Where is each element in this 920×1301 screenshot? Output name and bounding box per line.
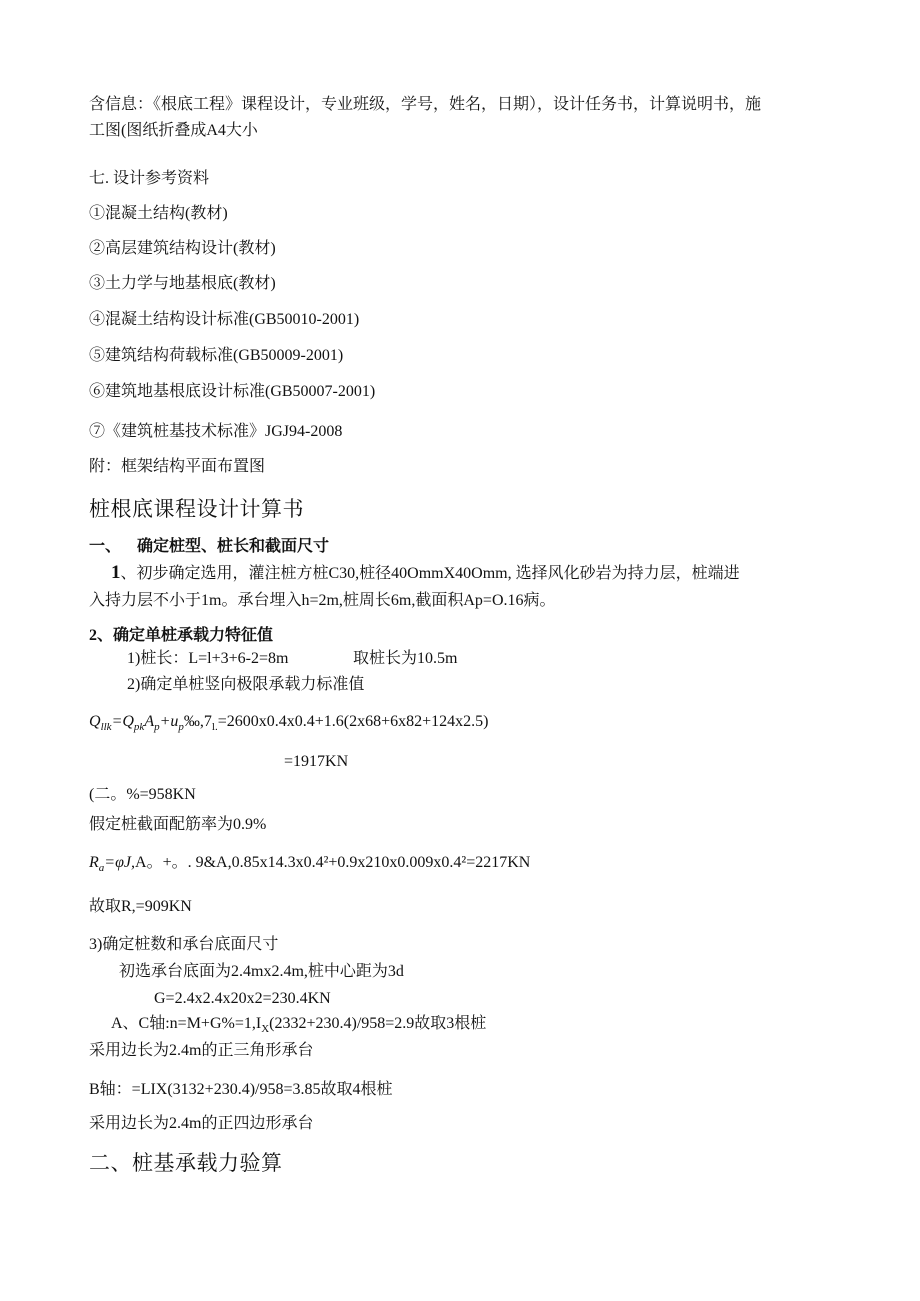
calc-title: 桩根底课程设计计算书 (89, 497, 304, 521)
intro-line-1: 含信息：《根底工程》课程设计，专业班级，学号，姓名，日期），设计任务书，计算说明书，施 (89, 96, 762, 113)
equation-result: =1917KN (284, 753, 349, 770)
section-2-sub-2: 2)确定单桩竖向极限承载力标准值 (127, 676, 365, 693)
section-2-heading: 2、确定单桩承载力特征值 (89, 627, 274, 644)
equation-2: (二。%=958KN (89, 786, 196, 803)
section-1-title: 确定桩型、桩长和截面尺寸 (137, 538, 330, 555)
triangle-cap-note: 采用边长为2.4m的正三角形承台 (89, 1042, 314, 1059)
reference-item: ⑥建筑地基根底设计标准(GB50007-2001) (89, 383, 376, 400)
paragraph-1-line-1 (111, 561, 740, 586)
section-1-number: 一、 (89, 538, 122, 555)
reference-item: ③土力学与地基根底(教材) (89, 275, 276, 292)
section-2-sub-3: 3)确定桩数和承台底面尺寸 (89, 936, 279, 953)
cap-weight-line: G=2.4x2.4x20x2=230.4KN (154, 990, 331, 1007)
section-bearing-check-title: 二、桩基承载力验算 (89, 1151, 283, 1175)
references-heading: 七. 设计参考资料 (89, 170, 210, 187)
reference-item: ④混凝土结构设计标准(GB50010-2001) (89, 311, 360, 328)
pile-length-choice: 取桩长为10.5m (353, 650, 458, 667)
equation-ra: $R_a=\varphi J,A$。+。. 9&A,0.85x14.3x0.4²+0.9x210x0.009x0.4²=2217KN (89, 854, 531, 875)
intro-line-2: 工图(图纸折叠成A4大小 (89, 122, 258, 139)
pile-length-line: 1)桩长：L=l+3+6-2=8m (127, 650, 289, 667)
square-cap-note: 采用边长为2.4m的正四边形承台 (89, 1115, 314, 1132)
reference-item: ⑤建筑结构荷载标准(GB50009-2001) (89, 347, 344, 364)
appendix-note: 附：框架结构平面布置图 (89, 458, 266, 475)
axis-ac-line: A、C轴$:n=M+G\%=1,I_X(2332+230.4)/958=2.9$故取3根桩 (111, 1015, 487, 1036)
paragraph-1-text: 、初步确定选用，灌注桩方桩C30,桩径40OmmX40Omm, 选择风化砂岩为持力层，桩端进 (120, 565, 740, 582)
paragraph-1-number: 1 (111, 562, 121, 583)
equation-capacity: $Q_{llk}=Q_{pk}A_p+u_p‰,7_{l.}=2600x0.4x0.4+1.6(2x68+6x82+124x2.5)$ (89, 713, 489, 734)
reinforcement-ratio: 假定桩截面配筋率为0.9% (89, 816, 267, 833)
reference-item: ②高层建筑结构设计(教材) (89, 240, 276, 257)
paragraph-1-line-2: 入持力层不小于1m。承台埋入h=2m,桩周长6m,截面积Ap=O.16病。 (89, 592, 556, 609)
reference-item: ⑦《建筑桩基技术标准》JGJ94-2008 (89, 423, 343, 440)
reference-item: ①混凝土结构(教材) (89, 205, 228, 222)
cap-dimension-line: 初选承台底面为2.4mx2.4m,桩中心距为3d (119, 963, 404, 980)
take-r-value: 故取R,=909KN (89, 898, 192, 915)
axis-b-line: B轴：=LIX(3132+230.4)/958=3.85故取4根桩 (89, 1081, 393, 1098)
